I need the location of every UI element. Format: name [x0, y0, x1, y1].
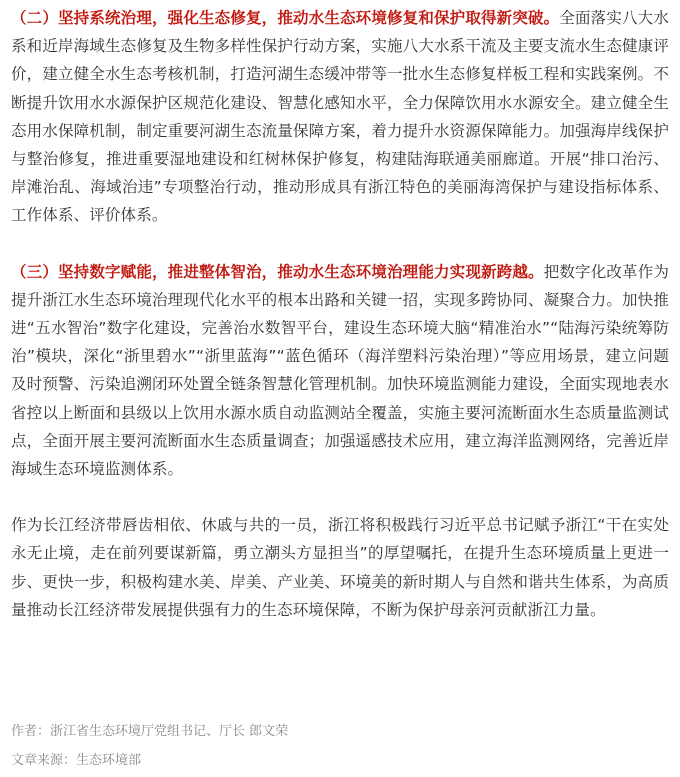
section-body: 把数字化改革作为提升浙江水生态环境治理现代化水平的根本出路和关键一招，实现多跨协同、凝聚合力。加快推进“五水智治”数字化建设，完善治水数智平台，建设生态环境大脑“精准治水”“陆海污染统筹防治”模块，深化“浙里碧水”“浙里蓝海”“蓝色循环（海洋塑料污染治理）”等应用场景，建立问题及时预警、污染追溯闭环处置全链条智慧化管理机制。加快环境监测能力建设，全面实现地表水省控以上断面和县级以上饮用水源水质自动监测站全覆盖，实施主要河流断面水生态质量监测试点，全面开展主要河流断面水生态质量调查；加强遥感技术应用，建立海洋监测网络，完善近岸海域生态环境监测体系。: [11, 262, 670, 479]
article-closing-paragraph: 作为长江经济带唇齿相依、休戚与共的一员，浙江将积极践行习近平总书记赋予浙江“干在实处永无止境，走在前列要谋新篇，勇立潮头方显担当”的厚望嘱托，在提升生态环境质量上更进一步、更快一步，积极构建水美、岸美、产业美、环境美的新时期人与自然和谐共生体系，为高质量推动长江经济带发展提供强有力的生态环境保障，不断为保护母亲河贡献浙江力量。: [11, 516, 669, 619]
section-body: 全面落实八大水系和近岸海域生态修复及生物多样性保护行动方案，实施八大水系干流及主要支流水生态健康评价，建立健全水生态考核机制，打造河湖生态缓冲带等一批水生态修复样板工程和实践案例。不断提升饮用水水源保护区规范化建设、智慧化感知水平，全力保障饮用水水源安全。建立健全生态用水保障机制，制定重要河湖生态流量保障方案，着力提升水资源保障能力。加强海岸线保护与整治修复，推进重要湿地建设和红树林保护修复，构建陆海联通美丽廊道。开展“排口治污、岸滩治乱、海域治违”专项整治行动，推动形成具有浙江特色的美丽海湾保护与建设指标体系、工作体系、评价体系。: [11, 9, 669, 225]
source-line: 文章来源：生态环境部: [11, 753, 142, 768]
section-heading: （三）坚持数字赋能，推进整体智治，推动水生态环境治理能力实现新跨越。: [11, 262, 544, 281]
author-line: 作者：浙江省生态环境厅党组书记、厅长 郎文荣: [11, 724, 289, 739]
article-paragraph-section-3: [11, 258, 669, 484]
article-paragraph-section-2: [11, 4, 669, 230]
section-heading: （二）坚持系统治理，强化生态修复，推动水生态环境修复和保护取得新突破。: [11, 9, 560, 27]
